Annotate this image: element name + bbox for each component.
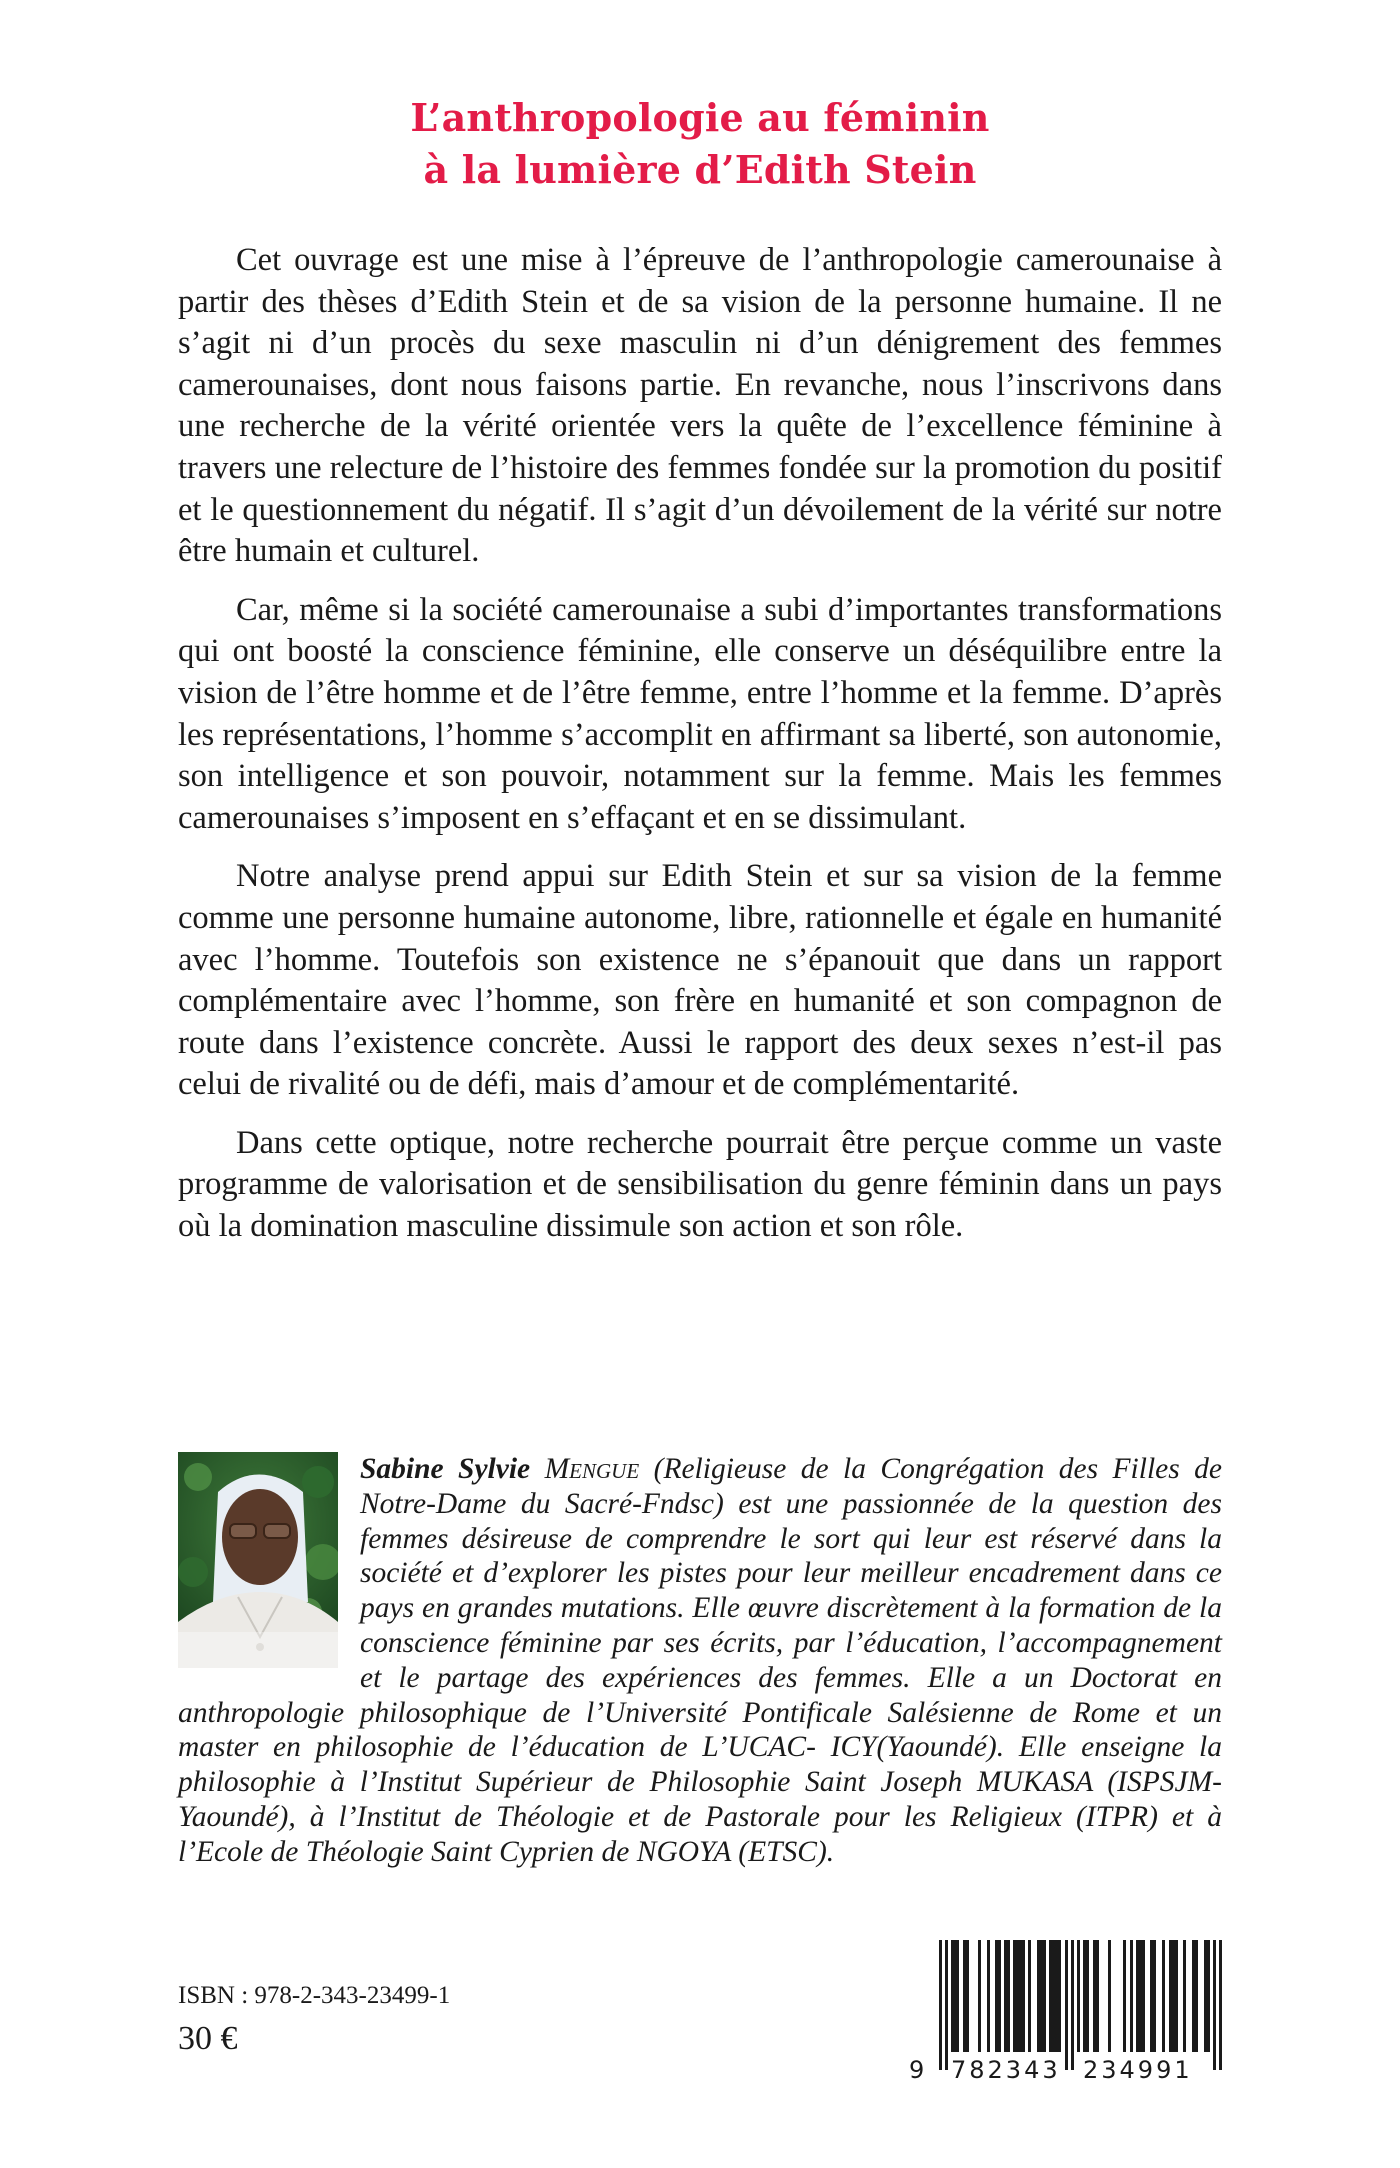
author-bio [178, 1452, 1222, 1870]
barcode-right-digits: 234991 [1083, 2056, 1193, 2080]
author-portrait-photo [178, 1452, 338, 1668]
barcode-lead-digit: 9 [909, 2056, 925, 2080]
title-line-2: à la lumière d’Edith Stein [423, 147, 977, 192]
summary-paragraph-4: Dans cette optique, notre recherche pourrait être perçue comme un vaste programme de valorisation et de sensibilisation du genre féminin dans un pays où la domination masculine dissimule son action et son rôle. [178, 1124, 1222, 1245]
isbn-barcode [905, 1930, 1235, 2080]
summary-text [178, 240, 1222, 1265]
isbn: ISBN : 978-2-343-23499-1 [178, 1982, 451, 2009]
portrait-image-icon [178, 1452, 338, 1668]
summary-paragraph-1: Cet ouvrage est une mise à l’épreuve de l’anthropologie camerounaise à partir des thèses d’Edith Stein et de sa vision de la personne humaine. Il ne s’agit ni d’un procès du sexe masculin ni d’un dénigrement des femmes camerounaises, dont nous faisons partie. En revanche, nous l’inscrivons dans une recherche de la vérité orientée vers la quête de l’excellence féminine à travers une relecture de l’histoire des femmes fondée sur la promotion du positif et le questionnement du négatif. Il s’agit d’un dévoilement de la vérité sur notre être humain et culturel. [178, 242, 1222, 570]
barcode-left-digits: 782343 [951, 2056, 1061, 2080]
author-surname: Mengue [544, 1453, 640, 1485]
barcode-icon [905, 1930, 1235, 2080]
author-first-names: Sabine Sylvie [360, 1453, 531, 1485]
title-line-1: L’anthropologie au féminin [410, 95, 990, 140]
summary-paragraph-3: Notre analyse prend appui sur Edith Stein et sur sa vision de la femme comme une personne humaine autonome, libre, rationnelle et égale en humanité avec l’homme. Toutefois son existence ne s’épanouit que dans un rapport complémentaire avec l’homme, son frère en humanité et son compagnon de route dans l’existence concrète. Aussi le rapport des deux sexes n’est-il pas celui de rivalité ou de défi, mais d’amour et de complémentarité. [178, 858, 1222, 1103]
author-bio-text: (Religieuse de la Congrégation des Filles de Notre-Dame du Sacré-Fndsc) est une passionnée de la question des femmes désireuse de comprendre le sort qui leur est réservé dans la société et d’explorer les pistes pour leur meilleur encadrement dans ce pays en grandes mutations. Elle œuvre discrètement à la formation de la conscience féminine par ses écrits, par l’éducation, l’accompagnement et le partage des expériences des femmes. Elle a un Doctorat en anthropologie philosophique de l’Université Pontificale Salésienne de Rome et un master en philosophie de l’éducation de L’UCAC- ICY(Yaoundé). Elle enseigne la philosophie à l’Institut Supérieur de Philosophie Saint Joseph MUKASA (ISPSJM-Yaoundé), à l’Institut de Théologie et de Pastorale pour les Religieux (ITPR) et à l’Ecole de Théologie Saint Cyprien de NGOYA (ETSC). [178, 1453, 1223, 1868]
book-title [0, 92, 1400, 196]
summary-paragraph-2: Car, même si la société camerounaise a subi d’importantes transformations qui ont boosté la conscience féminine, elle conserve un déséquilibre entre la vision de l’être homme et de l’être femme, entre l’homme et la femme. D’après les représentations, l’homme s’accomplit en affirmant sa liberté, son autonomie, son intelligence et son pouvoir, notamment sur la femme. Mais les femmes camerounaises s’imposent en s’effaçant et en se dissimulant. [178, 591, 1222, 836]
price: 30 € [178, 2020, 238, 2057]
